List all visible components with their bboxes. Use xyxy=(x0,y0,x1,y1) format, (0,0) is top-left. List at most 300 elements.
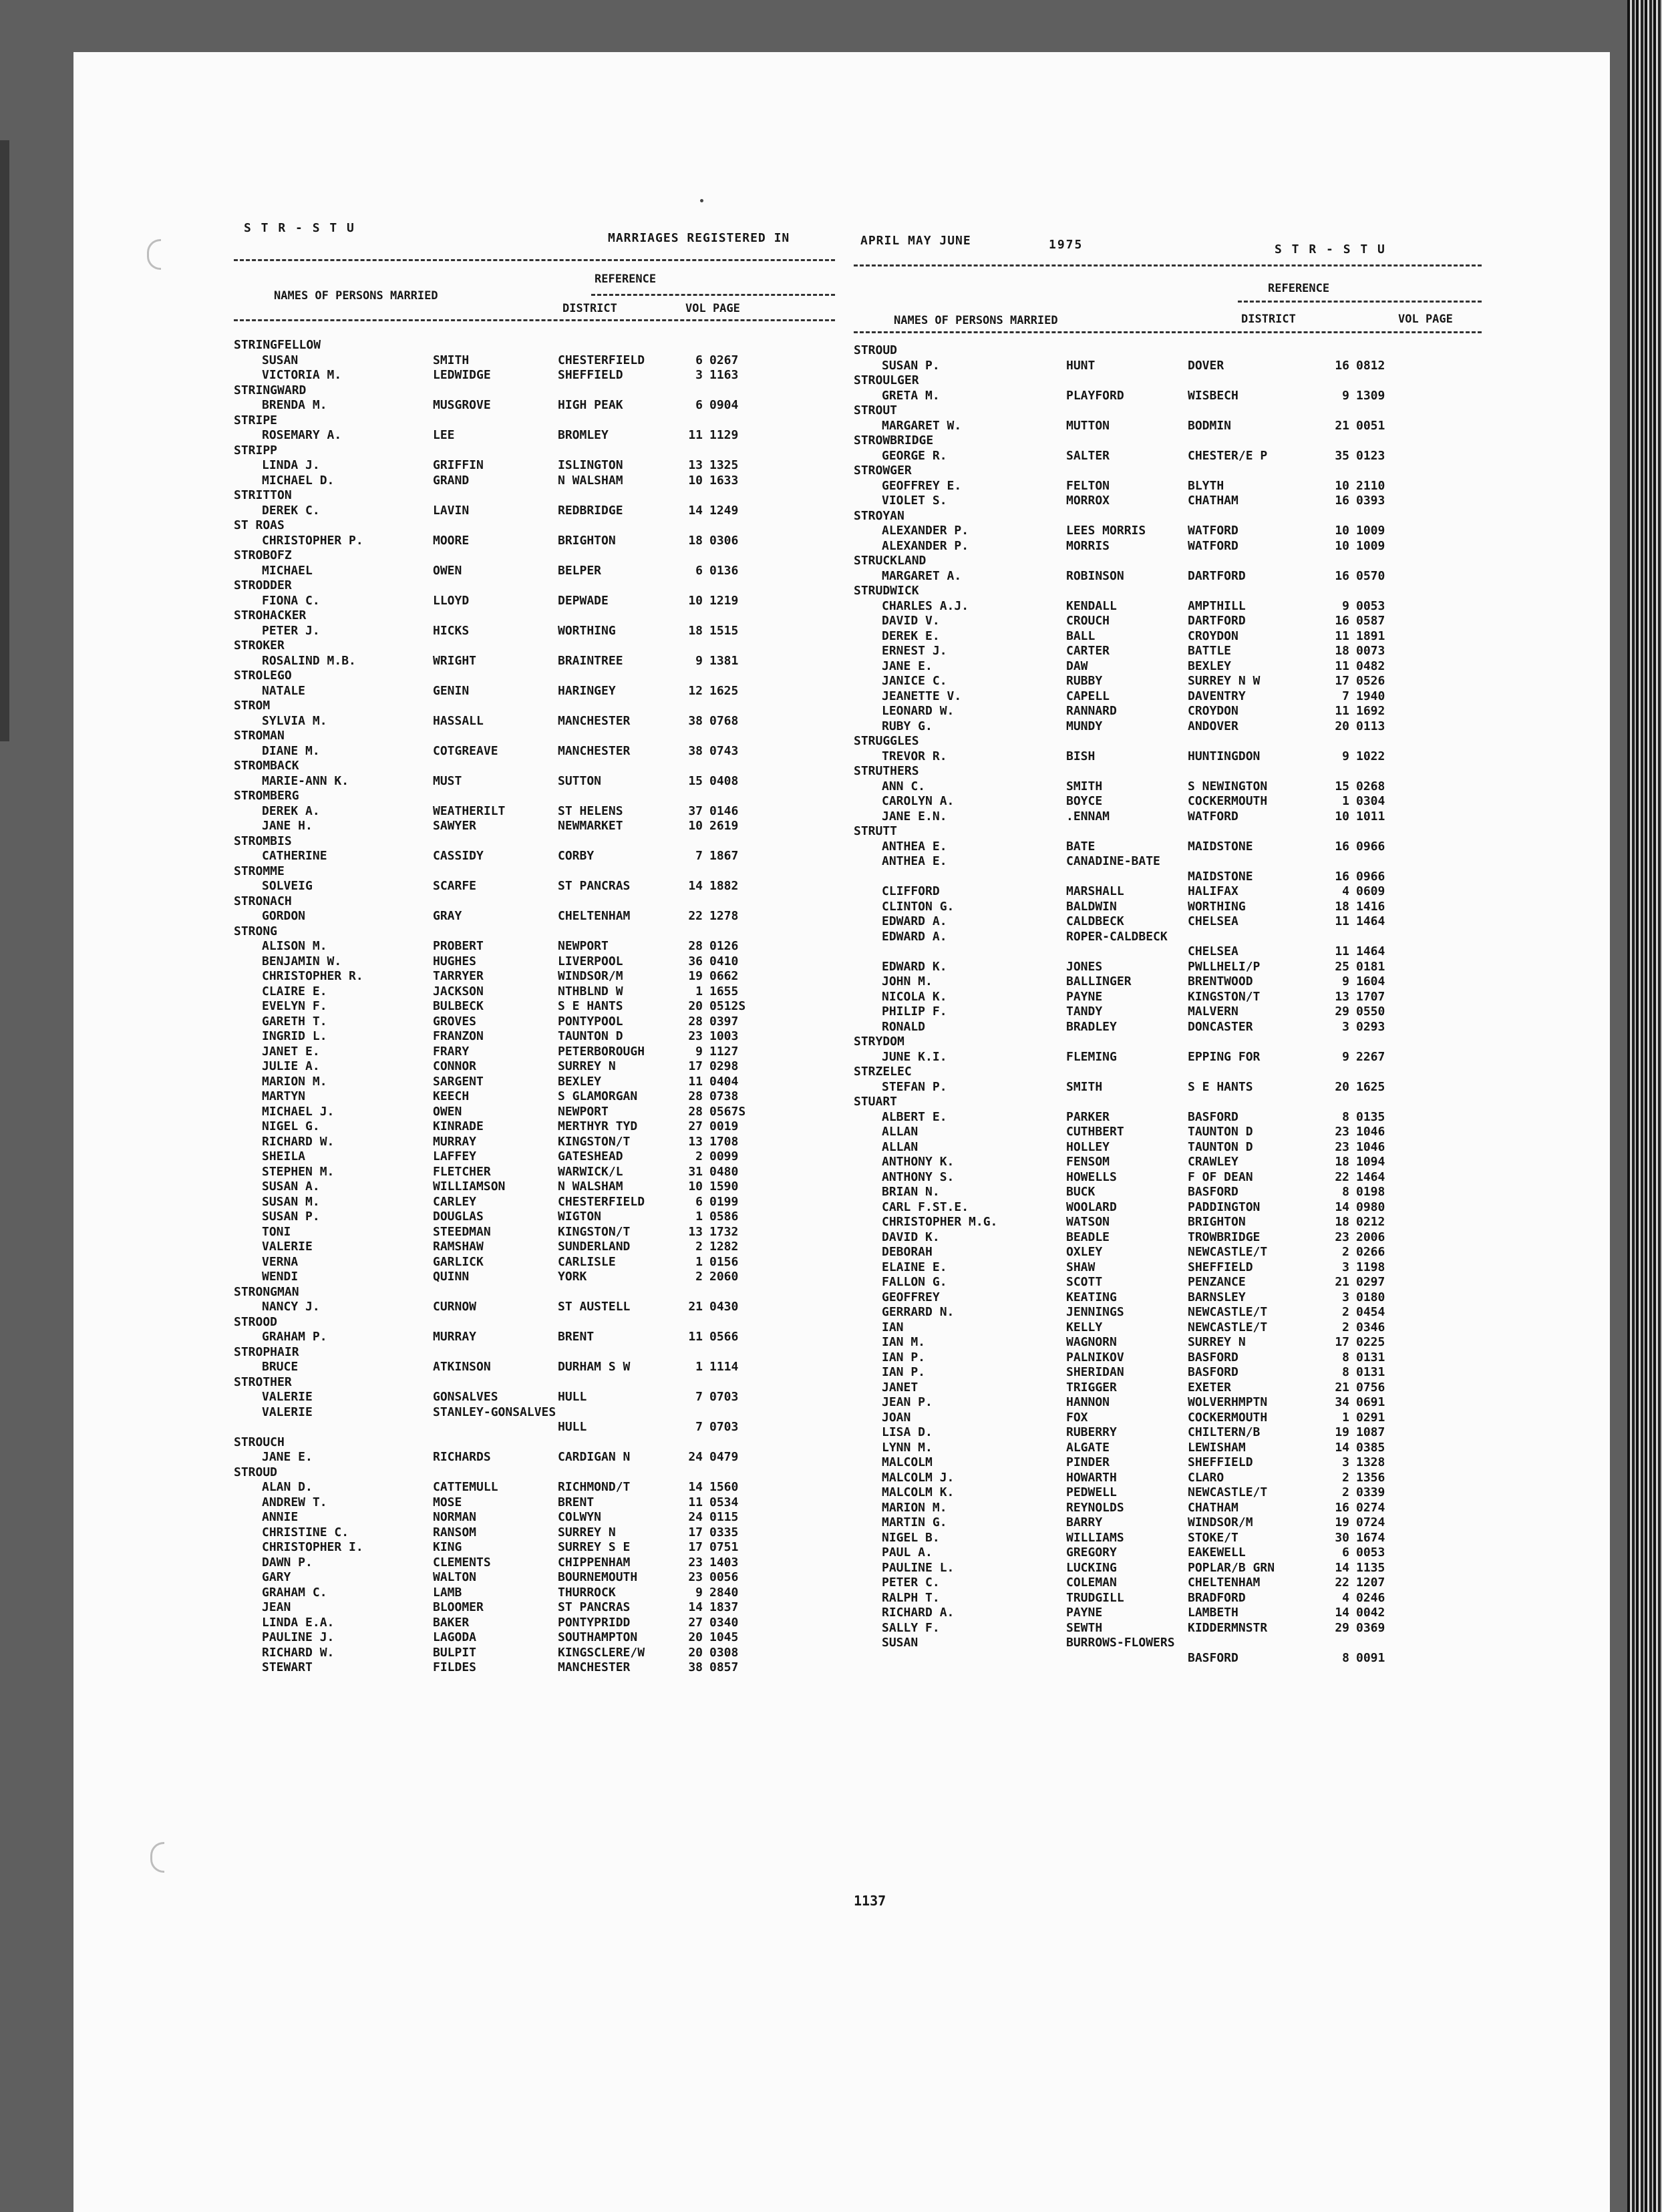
marriage-entry xyxy=(854,1606,1482,1621)
page: 0691 xyxy=(1356,1395,1385,1409)
surname: STRINGWARD xyxy=(234,383,307,397)
volume: 14 xyxy=(1335,1440,1349,1455)
marriage-entry xyxy=(234,999,835,1015)
volume: 25 xyxy=(1335,959,1349,974)
page: 0274 xyxy=(1356,1500,1385,1515)
page: 1011 xyxy=(1356,809,1385,823)
marriage-entry xyxy=(854,1651,1482,1666)
spouse-surname: OXLEY xyxy=(1066,1245,1103,1259)
spouse-surname: BATE xyxy=(1066,839,1096,854)
volume: 10 xyxy=(1335,538,1349,553)
spouse-surname: TRIGGER xyxy=(1066,1380,1117,1395)
forenames: CLINTON G. xyxy=(882,899,955,914)
district: MANCHESTER xyxy=(558,743,631,758)
register-year: 1975 xyxy=(1049,238,1084,252)
spouse-surname: SARGENT xyxy=(433,1074,484,1089)
surname: STROLEGO xyxy=(234,669,292,683)
marriage-entry xyxy=(234,458,835,474)
forenames: STEWART xyxy=(262,1660,313,1674)
spouse-surname: SMITH xyxy=(1066,1079,1103,1094)
forenames: CLAIRE E. xyxy=(262,984,327,998)
spouse-surname: STANLEY-GONSALVES xyxy=(433,1405,556,1419)
volume: 2 xyxy=(1342,1245,1349,1259)
marriage-entry xyxy=(854,1050,1482,1065)
district: MANCHESTER xyxy=(558,1660,631,1674)
district: SURREY S E xyxy=(558,1540,631,1554)
forenames: ANTHONY S. xyxy=(882,1169,955,1184)
page: 0146 xyxy=(709,803,739,818)
volume: 9 xyxy=(695,1044,703,1059)
spouse-surname: CALDBECK xyxy=(1066,914,1124,928)
district: KINGSTON/T xyxy=(558,1224,631,1239)
page: 1022 xyxy=(1356,749,1385,763)
marriage-entry xyxy=(234,1450,835,1465)
forenames: DIANE M. xyxy=(262,743,320,758)
volume: 22 xyxy=(1335,1576,1349,1590)
surname-heading xyxy=(234,864,835,880)
page: 1732 xyxy=(709,1224,739,1239)
marriage-entry xyxy=(234,398,835,413)
volume: 19 xyxy=(1335,1425,1349,1439)
volpage-label: VOL PAGE xyxy=(685,302,740,315)
marriage-entry xyxy=(234,1510,835,1525)
scan-edge-right xyxy=(1627,0,1662,2212)
page: 0198 xyxy=(1356,1185,1385,1199)
surname-heading xyxy=(234,1435,835,1451)
district: AMPTHILL xyxy=(1188,598,1246,613)
marriage-entry xyxy=(234,1255,835,1270)
marriage-entry xyxy=(234,1390,835,1405)
reference-label: REFERENCE xyxy=(595,272,657,286)
forenames: BRENDA M. xyxy=(262,398,327,412)
right-entries xyxy=(854,343,1482,1666)
volume: 10 xyxy=(688,819,703,833)
forenames: MARGARET W. xyxy=(882,418,962,433)
forenames: SYLVIA M. xyxy=(262,713,327,728)
district: BEXLEY xyxy=(558,1074,602,1089)
volume: 8 xyxy=(1342,1350,1349,1364)
district: KIDDERMNSTR xyxy=(1188,1620,1268,1635)
volume: 6 xyxy=(695,563,703,578)
surname-heading xyxy=(234,669,835,684)
volume: 37 xyxy=(688,803,703,818)
volume: 1 xyxy=(695,1254,703,1269)
surname-heading xyxy=(854,764,1482,779)
forenames: MARIE-ANN K. xyxy=(262,773,349,788)
spouse-surname: SHAW xyxy=(1066,1260,1096,1274)
marriage-entry xyxy=(854,1411,1482,1426)
district: NEWMARKET xyxy=(558,819,623,833)
forenames: CAROLYN A. xyxy=(882,794,955,808)
spouse-surname: KEECH xyxy=(433,1089,470,1103)
surname: STROWGER xyxy=(854,464,912,478)
marriage-entry xyxy=(854,614,1482,629)
surname-heading xyxy=(234,338,835,353)
forenames: GARETH T. xyxy=(262,1014,327,1029)
volume: 9 xyxy=(1342,749,1349,763)
surname: STRUTT xyxy=(854,824,898,838)
surname: STRONGMAN xyxy=(234,1284,299,1299)
page: 0268 xyxy=(1356,779,1385,793)
table-header-left xyxy=(234,259,835,338)
spouse-surname: LAVIN xyxy=(433,503,470,518)
surname: STROMAN xyxy=(234,729,285,743)
marriage-entry xyxy=(854,569,1482,584)
marriage-entry xyxy=(854,1125,1482,1140)
left-column xyxy=(234,259,835,1676)
district: CARLISLE xyxy=(558,1254,616,1269)
spouse-surname: COLEMAN xyxy=(1066,1576,1117,1590)
volume: 18 xyxy=(1335,899,1349,914)
spouse-surname: HOLLEY xyxy=(1066,1139,1110,1154)
forenames: GEOFFREY E. xyxy=(882,478,962,493)
page: 1127 xyxy=(709,1044,739,1059)
volume: 10 xyxy=(688,593,703,608)
forenames: MALCOLM J. xyxy=(882,1470,955,1485)
forenames: ANNIE xyxy=(262,1510,299,1524)
marriage-entry xyxy=(234,819,835,834)
marriage-entry xyxy=(854,974,1482,990)
spouse-surname: BURROWS-FLOWERS xyxy=(1066,1636,1175,1650)
page: 1464 xyxy=(1356,944,1385,958)
district: CORBY xyxy=(558,849,595,863)
surname-heading xyxy=(854,584,1482,599)
page: 1692 xyxy=(1356,704,1385,718)
forenames: JANE E. xyxy=(262,1450,313,1464)
page: 0587 xyxy=(1356,614,1385,628)
district: NEWCASTLE/T xyxy=(1188,1305,1268,1319)
forenames: JUNE K.I. xyxy=(882,1049,947,1064)
marriage-entry xyxy=(854,719,1482,735)
volume: 7 xyxy=(695,1390,703,1404)
volume: 18 xyxy=(688,623,703,638)
marriage-entry xyxy=(854,1245,1482,1260)
volume: 8 xyxy=(1342,1650,1349,1665)
forenames: PETER C. xyxy=(882,1576,940,1590)
volume: 6 xyxy=(695,353,703,367)
marriage-entry xyxy=(234,1540,835,1555)
volume: 8 xyxy=(1342,1365,1349,1379)
volume: 3 xyxy=(1342,1455,1349,1469)
marriage-entry xyxy=(234,909,835,924)
page: 1009 xyxy=(1356,524,1385,538)
spouse-surname: QUINN xyxy=(433,1270,470,1284)
surname: STRINGFELLOW xyxy=(234,338,321,352)
district: RICHMOND/T xyxy=(558,1480,631,1494)
spouse-surname: PALNIKOV xyxy=(1066,1350,1124,1364)
spouse-surname: ROBINSON xyxy=(1066,568,1124,583)
forenames: MICHAEL J. xyxy=(262,1104,335,1119)
spouse-surname: SAWYER xyxy=(433,819,477,833)
page: 0180 xyxy=(1356,1290,1385,1304)
forenames: SUSAN A. xyxy=(262,1179,320,1193)
forenames: DAWN P. xyxy=(262,1555,313,1570)
page: 1278 xyxy=(709,909,739,923)
marriage-entry xyxy=(234,1586,835,1601)
marriage-entry xyxy=(854,1455,1482,1471)
district: HIGH PEAK xyxy=(558,398,623,412)
district: TROWBRIDGE xyxy=(1188,1230,1261,1244)
forenames: NIGEL G. xyxy=(262,1119,320,1133)
surname-heading xyxy=(234,1285,835,1300)
surname-heading xyxy=(234,443,835,459)
page: 0042 xyxy=(1356,1606,1385,1620)
page: 1837 xyxy=(709,1600,739,1614)
forenames: RICHARD W. xyxy=(262,1645,335,1660)
district: TAUNTON D xyxy=(558,1029,623,1043)
volume: 28 xyxy=(688,1089,703,1103)
page: 0410 xyxy=(709,954,739,968)
volume: 15 xyxy=(688,773,703,788)
volume: 9 xyxy=(1342,974,1349,988)
volume: 18 xyxy=(1335,644,1349,658)
volume: 9 xyxy=(695,1585,703,1600)
forenames: MICHAEL xyxy=(262,563,313,578)
district: CHELSEA xyxy=(1188,914,1238,928)
forenames: CHARLES A.J. xyxy=(882,598,969,613)
volume: 14 xyxy=(688,1600,703,1614)
surname: STROWBRIDGE xyxy=(854,433,934,447)
forenames: LYNN M. xyxy=(882,1440,933,1455)
page: 0225 xyxy=(1356,1335,1385,1349)
forenames: EDWARD A. xyxy=(882,914,947,928)
district: NEWPORT xyxy=(558,1104,609,1119)
district: DEPWADE xyxy=(558,593,609,608)
volume: 18 xyxy=(688,533,703,548)
marriage-entry xyxy=(234,1480,835,1495)
volume: 2 xyxy=(695,1270,703,1284)
page: 0131 xyxy=(1356,1365,1385,1379)
surname-heading xyxy=(854,1065,1482,1080)
forenames: JANET E. xyxy=(262,1044,320,1059)
marriage-entry xyxy=(854,1275,1482,1290)
page: 0181 xyxy=(1356,959,1385,974)
volume: 23 xyxy=(688,1570,703,1584)
forenames: ALBERT E. xyxy=(882,1109,947,1124)
district: WIGTON xyxy=(558,1210,602,1224)
forenames: CARL F.ST.E. xyxy=(882,1200,969,1214)
forenames: MARION M. xyxy=(882,1500,947,1515)
page: 2619 xyxy=(709,819,739,833)
forenames: MICHAEL D. xyxy=(262,473,335,488)
marriage-entry xyxy=(854,1335,1482,1350)
marriage-entry xyxy=(854,659,1482,675)
forenames: ALLAN xyxy=(882,1139,919,1154)
page: 1009 xyxy=(1356,538,1385,553)
marriage-entry xyxy=(234,684,835,699)
spouse-surname: GREGORY xyxy=(1066,1545,1117,1559)
page: 0123 xyxy=(1356,448,1385,463)
marriage-entry xyxy=(234,984,835,1000)
district: BLYTH xyxy=(1188,478,1224,493)
marriage-entry xyxy=(234,1045,835,1060)
spouse-surname: GRIFFIN xyxy=(433,458,484,472)
forenames: CHRISTOPHER M.G. xyxy=(882,1215,998,1229)
page: 1046 xyxy=(1356,1125,1385,1139)
marriage-entry xyxy=(854,1621,1482,1636)
marriage-entry xyxy=(854,479,1482,494)
surname-heading xyxy=(234,894,835,910)
surname-heading xyxy=(854,373,1482,389)
forenames: MARTIN G. xyxy=(882,1515,947,1529)
surname-heading xyxy=(234,518,835,534)
surname: ST ROAS xyxy=(234,518,285,532)
marriage-entry xyxy=(854,990,1482,1005)
forenames: ELAINE E. xyxy=(882,1260,947,1274)
volume: 36 xyxy=(688,954,703,968)
marriage-entry xyxy=(234,1179,835,1195)
volume: 16 xyxy=(1335,568,1349,583)
marriage-entry xyxy=(854,419,1482,434)
spouse-surname: MUST xyxy=(433,773,462,788)
spouse-surname: RANSOM xyxy=(433,1525,477,1539)
spouse-surname: FELTON xyxy=(1066,478,1110,493)
volume: 18 xyxy=(1335,1215,1349,1229)
volume: 21 xyxy=(1335,418,1349,433)
marriage-entry xyxy=(854,1290,1482,1306)
marriage-entry xyxy=(854,884,1482,900)
surname: STRUGGLES xyxy=(854,734,919,748)
marriage-entry xyxy=(234,1059,835,1075)
marriage-entry xyxy=(854,900,1482,915)
district: HARINGEY xyxy=(558,683,616,698)
forenames: JULIE A. xyxy=(262,1059,320,1073)
spouse-surname: GROVES xyxy=(433,1014,477,1029)
district: S E HANTS xyxy=(558,999,623,1013)
spouse-surname: GRAY xyxy=(433,909,462,923)
spouse-surname: KING xyxy=(433,1540,462,1554)
marriage-entry xyxy=(234,1165,835,1180)
volume: 9 xyxy=(695,653,703,668)
marriage-entry xyxy=(854,599,1482,614)
volume: 23 xyxy=(688,1555,703,1570)
district: WINDSOR/M xyxy=(1188,1515,1253,1529)
volume: 24 xyxy=(688,1450,703,1464)
page: 2110 xyxy=(1356,478,1385,493)
surname: STROBOFZ xyxy=(234,548,292,562)
page: 0570 xyxy=(1356,568,1385,583)
surname: STROHACKER xyxy=(234,608,307,622)
forenames: DEBORAH xyxy=(882,1245,933,1259)
volume: 23 xyxy=(1335,1139,1349,1154)
volume: 9 xyxy=(1342,598,1349,613)
forenames: LINDA J. xyxy=(262,458,320,472)
register-title: MARRIAGES REGISTERED IN xyxy=(608,231,790,245)
marriage-entry xyxy=(234,1420,835,1435)
forenames: VIOLET S. xyxy=(882,494,947,508)
district: S GLAMORGAN xyxy=(558,1089,638,1103)
volume: 16 xyxy=(1335,869,1349,884)
surname: STRONACH xyxy=(234,894,292,908)
district: PADDINGTON xyxy=(1188,1200,1261,1214)
volume: 28 xyxy=(688,1104,703,1119)
spouse-surname: HICKS xyxy=(433,623,470,638)
volume: 23 xyxy=(688,1029,703,1043)
forenames: LINDA E.A. xyxy=(262,1615,335,1630)
district: MAIDSTONE xyxy=(1188,839,1253,854)
district: COCKERMOUTH xyxy=(1188,794,1268,808)
surname: STRODDER xyxy=(234,578,292,592)
spouse-surname: RUBBY xyxy=(1066,674,1103,688)
volume: 23 xyxy=(1335,1230,1349,1244)
spouse-surname: BARRY xyxy=(1066,1515,1103,1529)
spouse-surname: CONNOR xyxy=(433,1059,477,1073)
surname: STROULGER xyxy=(854,373,919,387)
district: SHEFFIELD xyxy=(1188,1455,1253,1469)
spouse-surname: DOUGLAS xyxy=(433,1210,484,1224)
page: 2267 xyxy=(1356,1049,1385,1064)
district: BASFORD xyxy=(1188,1185,1238,1199)
district: SURREY N xyxy=(558,1525,616,1539)
page: 1867 xyxy=(709,849,739,863)
spouse-surname: ROPER-CALDBECK xyxy=(1066,929,1168,944)
forenames: ALAN D. xyxy=(262,1480,313,1494)
marriage-entry xyxy=(854,944,1482,960)
surname-heading xyxy=(234,789,835,804)
volume: 22 xyxy=(1335,1169,1349,1184)
spouse-surname: WATSON xyxy=(1066,1215,1110,1229)
forenames: MARGARET A. xyxy=(882,568,962,583)
spouse-surname: LEES MORRIS xyxy=(1066,524,1146,538)
spouse-surname: STEEDMAN xyxy=(433,1224,491,1239)
spouse-surname: WAGNORN xyxy=(1066,1335,1117,1349)
spouse-surname: RICHARDS xyxy=(433,1450,491,1464)
spouse-surname: REYNOLDS xyxy=(1066,1500,1124,1515)
marriage-entry xyxy=(854,1305,1482,1320)
marriage-entry xyxy=(234,1195,835,1210)
district: DOVER xyxy=(1188,358,1224,373)
spouse-surname: ATKINSON xyxy=(433,1360,491,1374)
page: 0586 xyxy=(709,1210,739,1224)
spouse-surname: CARTER xyxy=(1066,644,1110,658)
district: ST PANCRAS xyxy=(558,1600,631,1614)
forenames: ANDREW T. xyxy=(262,1495,327,1509)
marriage-entry xyxy=(854,1080,1482,1095)
marriage-entry xyxy=(234,1240,835,1255)
forenames: JANET xyxy=(882,1380,919,1395)
volume: 22 xyxy=(688,909,703,923)
table-header-right xyxy=(854,264,1482,343)
forenames: PAULINE J. xyxy=(262,1630,335,1644)
marriage-entry xyxy=(234,1330,835,1345)
spouse-surname: MUNDY xyxy=(1066,719,1103,733)
page: 1464 xyxy=(1356,1169,1385,1184)
page: 1604 xyxy=(1356,974,1385,988)
surname-heading xyxy=(234,638,835,654)
volume: 17 xyxy=(1335,1335,1349,1349)
volume: 11 xyxy=(1335,944,1349,958)
marriage-entry xyxy=(854,1501,1482,1516)
spouse-surname: PAYNE xyxy=(1066,1606,1103,1620)
page: 1625 xyxy=(1356,1079,1385,1094)
volume: 10 xyxy=(1335,809,1349,823)
forenames: LISA D. xyxy=(882,1425,933,1439)
forenames: EDWARD A. xyxy=(882,929,947,944)
spouse-surname: PLAYFORD xyxy=(1066,388,1124,403)
spouse-surname: MOORE xyxy=(433,533,470,548)
volume: 16 xyxy=(1335,614,1349,628)
surname: STRZELEC xyxy=(854,1065,912,1079)
marriage-entry xyxy=(854,644,1482,659)
spouse-surname: MURRAY xyxy=(433,1134,477,1149)
volume: 38 xyxy=(688,743,703,758)
district: YORK xyxy=(558,1270,587,1284)
page: 0980 xyxy=(1356,1200,1385,1214)
register-period: APRIL MAY JUNE xyxy=(860,234,971,248)
surname: STROUCH xyxy=(234,1435,285,1449)
page: 1129 xyxy=(709,428,739,442)
marriage-entry xyxy=(234,1210,835,1225)
